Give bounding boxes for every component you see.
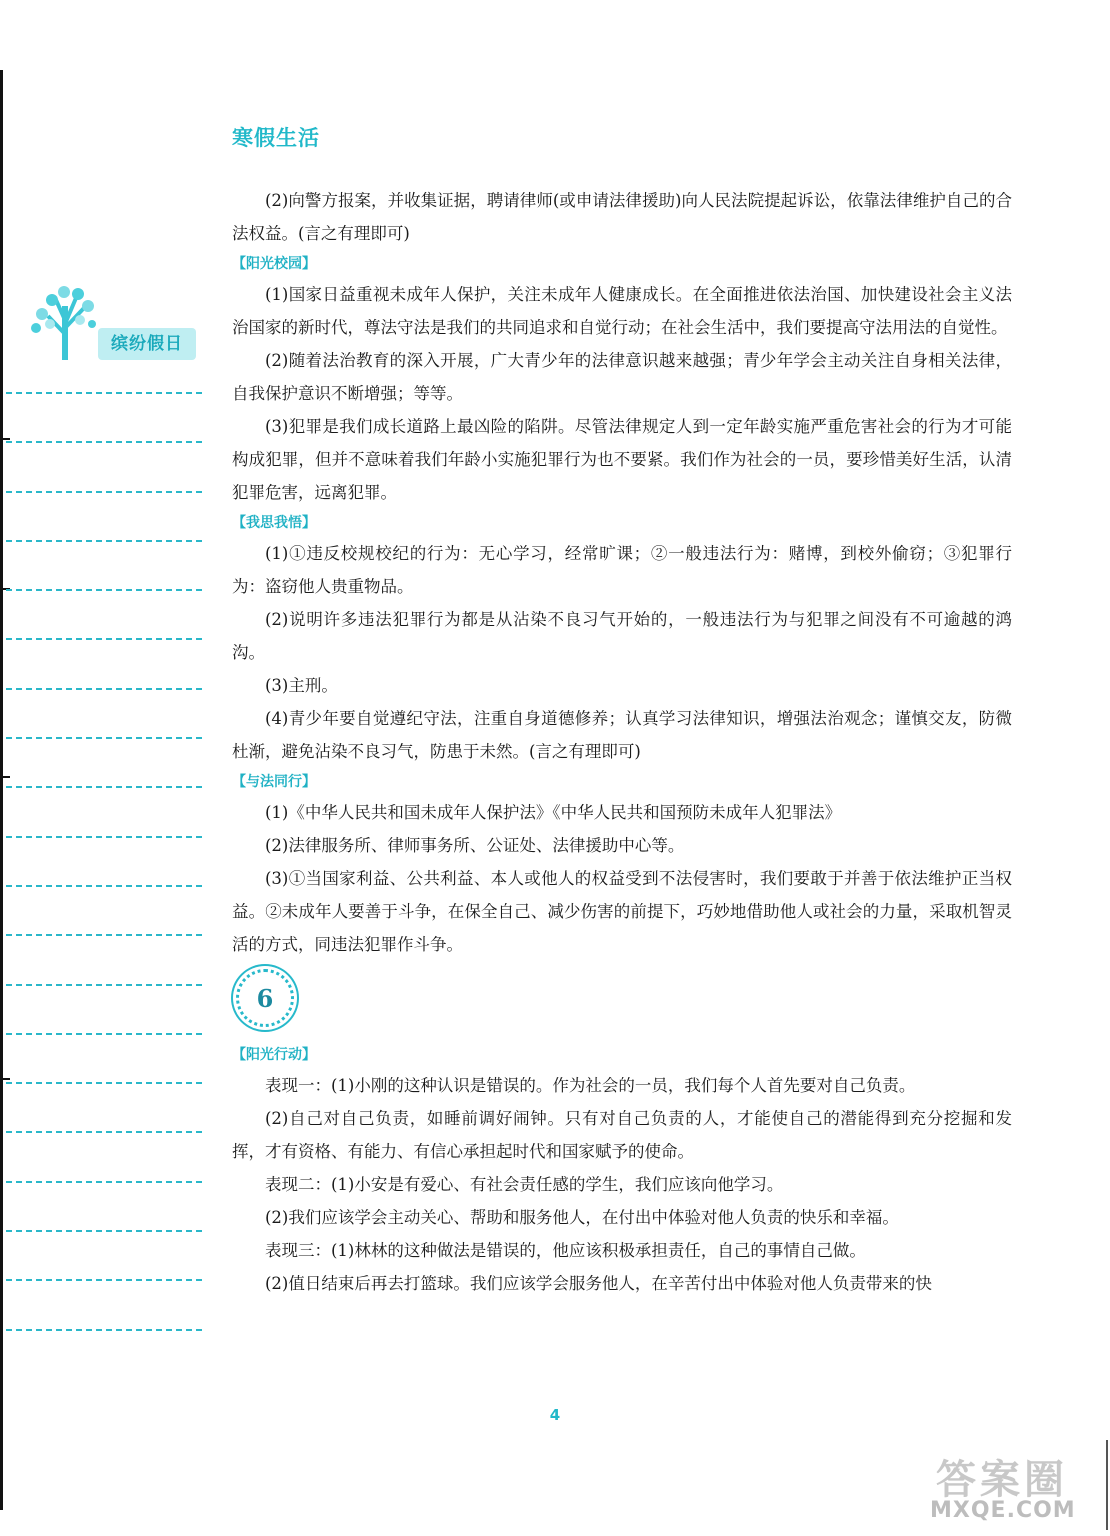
note-line bbox=[6, 729, 202, 778]
page-header-title: 寒假生活 bbox=[232, 126, 320, 150]
answer-paragraph: (2)自己对自己负责，如睡前调好闹钟。只有对自己负责的人，才能使自己的潜能得到充分挖掘和发挥，才有资格、有能力、有信心承担起时代和国家赋予的使命。 bbox=[232, 1109, 1012, 1161]
section-label-sunshine-campus: 【阳光校园】 bbox=[232, 256, 316, 272]
lesson-number-badge: 6 bbox=[236, 969, 294, 1027]
note-line bbox=[6, 483, 202, 532]
note-line bbox=[6, 433, 202, 482]
note-line bbox=[6, 581, 202, 630]
answer-paragraph: (4)青少年要自觉遵纪守法，注重自身道德修养；认真学习法律知识，增强法治观念；谨慎交友，防微杜渐，避免沾染不良习气，防患于未然。(言之有理即可) bbox=[232, 709, 1012, 761]
section-label-with-law: 【与法同行】 bbox=[232, 774, 316, 790]
note-line bbox=[6, 1025, 202, 1074]
answer-paragraph: 表现三：(1)林林的这种做法是错误的，他应该积极承担责任，自己的事情自己做。 bbox=[265, 1241, 866, 1260]
note-line bbox=[6, 877, 202, 926]
lesson-badge-row bbox=[232, 961, 1012, 1041]
page-number: 4 bbox=[549, 1406, 561, 1424]
note-line bbox=[6, 828, 202, 877]
answer-paragraph: (3)主刑。 bbox=[265, 676, 338, 695]
note-line bbox=[6, 680, 202, 729]
note-line bbox=[6, 976, 202, 1025]
right-edge-rule bbox=[1106, 1440, 1108, 1530]
answer-paragraph: 表现一：(1)小刚的这种认识是错误的。作为社会的一员，我们每个人首先要对自己负责。 bbox=[265, 1076, 916, 1095]
note-line bbox=[6, 1271, 202, 1320]
answer-paragraph: (2)向警方报案，并收集证据，聘请律师(或申请法律援助)向人民法院提起诉讼，依靠法律维护自己的合法权益。(言之有理即可) bbox=[232, 191, 1012, 243]
answer-paragraph: (2)我们应该学会主动关心、帮助和服务他人，在付出中体验对他人负责的快乐和幸福。 bbox=[265, 1208, 899, 1227]
note-lines bbox=[6, 384, 202, 1370]
answer-paragraph: (2)法律服务所、律师事务所、公证处、法律援助中心等。 bbox=[265, 836, 685, 855]
note-line bbox=[6, 1222, 202, 1271]
answer-paragraph: 表现二：(1)小安是有爱心、有社会责任感的学生，我们应该向他学习。 bbox=[265, 1175, 784, 1194]
watermark-text-top: 答案圈 bbox=[936, 1457, 1068, 1503]
left-margin-rule bbox=[0, 70, 3, 1510]
note-line bbox=[6, 630, 202, 679]
answer-paragraph: (3)犯罪是我们成长道路上最凶险的陷阱。尽管法律规定人到一定年龄实施严重危害社会的行为才可能构成犯罪，但并不意味着我们年龄小实施犯罪行为也不要紧。我们作为社会的一员，要珍惜美好生活，认清犯罪危害，远离犯罪。 bbox=[232, 417, 1012, 502]
note-line bbox=[6, 778, 202, 827]
answer-paragraph: (2)随着法治教育的深入开展，广大青少年的法律意识越来越强；青少年学会主动关注自身相关法律，自我保护意识不断增强；等等。 bbox=[232, 351, 1012, 403]
section-label-sunshine-action: 【阳光行动】 bbox=[232, 1047, 316, 1063]
note-line bbox=[6, 1173, 202, 1222]
note-line bbox=[6, 926, 202, 975]
note-line bbox=[6, 532, 202, 581]
section-label-reflection: 【我思我悟】 bbox=[232, 515, 316, 531]
note-line bbox=[6, 1321, 202, 1370]
answer-paragraph: (1)①违反校规校纪的行为：无心学习，经常旷课；②一般违法行为：赌博，到校外偷窃；③犯罪行为：盗窃他人贵重物品。 bbox=[232, 544, 1012, 596]
watermark-logo bbox=[928, 1448, 1104, 1530]
answer-content bbox=[232, 184, 1012, 1300]
answer-paragraph: (1)《中华人民共和国未成年人保护法》《中华人民共和国预防未成年人犯罪法》 bbox=[265, 803, 842, 822]
sidebar-logo-text: 缤纷假日 bbox=[98, 328, 196, 360]
note-line bbox=[6, 384, 202, 433]
answer-paragraph: (2)说明许多违法犯罪行为都是从沾染不良习气开始的，一般违法行为与犯罪之间没有不可逾越的鸿沟。 bbox=[232, 610, 1012, 662]
watermark-text-bottom: MXQE.COM bbox=[930, 1498, 1076, 1523]
answer-paragraph: (3)①当国家利益、公共利益、本人或他人的权益受到不法侵害时，我们要敢于并善于依法维护正当权益。②未成年人要善于斗争，在保全自己、减少伤害的前提下，巧妙地借助他人或社会的力量，采取机智灵活的方式，同违法犯罪作斗争。 bbox=[232, 869, 1012, 954]
note-line bbox=[6, 1074, 202, 1123]
note-line bbox=[6, 1123, 202, 1172]
answer-paragraph: (2)值日结束后再去打篮球。我们应该学会服务他人，在辛苦付出中体验对他人负责带来的快 bbox=[265, 1274, 932, 1293]
answer-paragraph: (1)国家日益重视未成年人保护，关注未成年人健康成长。在全面推进依法治国、加快建设社会主义法治国家的新时代，尊法守法是我们的共同追求和自觉行动；在社会生活中，我们要提高守法用法的自觉性。 bbox=[232, 285, 1012, 337]
